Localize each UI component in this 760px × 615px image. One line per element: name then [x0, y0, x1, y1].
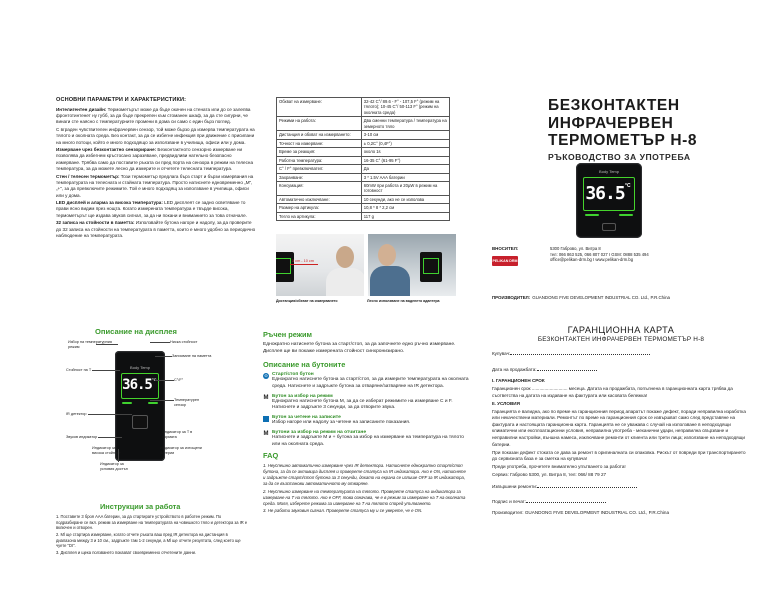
- title-line: ИНФРАЧЕРВЕН: [548, 114, 674, 132]
- faq-item: 3. Не работи звуковия сигнал. Проверете статуса му и се уверете, че е ON.: [263, 507, 423, 513]
- manual-mode-title: Ръчен режим: [263, 330, 313, 339]
- ir-sensor-icon: [132, 415, 148, 429]
- callout-memory: Записване на паметта: [172, 354, 212, 358]
- warranty-conditions-text: При показан дефект стоката се дава за ремонт в оригиналната си опаковка. Рискът от повреди при транспортирането до сервизната база е за сметка на купувача!: [492, 449, 746, 462]
- warranty-period-heading: I. ГАРАНЦИОНЕН СРОК: [492, 378, 545, 384]
- buttons-title: Описание на бутоните: [263, 359, 346, 369]
- warranty-conditions-text: Преди употреба, прочетете внимателно упътването за работа!: [492, 464, 626, 470]
- spec-row: [277, 117, 450, 131]
- plus-icon: [263, 416, 269, 422]
- parameter-para: LED дисплей и аларма за висока температура: LED дисплеят се задно осветяване то прави ясно видим през нощта. Когато измерената температура е твърде висока, термометърът ще издава звуков сигнал, за да ни покани и вниманието за това отначале.: [56, 200, 247, 218]
- spec-row: [277, 173, 450, 181]
- spec-value: 117 g: [361, 212, 449, 220]
- mode-plus-icon: M: [263, 430, 269, 437]
- callout-mode: Избор на температурния режим: [68, 340, 112, 349]
- spec-row: [277, 195, 450, 203]
- spec-value: 3 * 1.5V AAA батерии: [361, 173, 449, 181]
- spec-label: Точност на измерване:: [277, 139, 362, 147]
- person-head: [378, 244, 396, 266]
- warranty-subtitle: БЕЗКОНТАКТЕН ИНФРАЧЕРВЕН ТЕРМОМЕТЪР Н-8: [537, 336, 705, 343]
- warranty-title: ГАРАНЦИОННА КАРТА: [567, 325, 675, 335]
- parameter-para: Стен / телесен термометър: Този термометър предлага бърз старт и бързи измервания на температурата на телесната и стайната температура. Просто натиснете едновременно „M", „+", за да превключите режимите. Той е много подходящ за използване в училища, офиси или у дома.: [56, 173, 254, 198]
- spec-value: 16-35 C° (61-95 F°): [361, 156, 449, 164]
- distance-photo: [276, 234, 364, 296]
- importer-label: ВНОСИТЕЛ:: [492, 246, 519, 251]
- parameter-para: Интелигентен дизайн: Термометърът може да бъде окачен на стената или до се залепва фронтотинтенет ну губб, за да бъде прекрепен към стоманен шкаф, за да сте сигурни, че винаги сте наясно с температурните промени в дома си само с един бърз поглед.: [56, 106, 251, 125]
- temperature-unit: °C: [152, 377, 157, 382]
- sale-date-field: Дата на продажбата:: [492, 367, 750, 374]
- status-bar: [148, 402, 158, 404]
- spec-label: Автоматично изключване:: [277, 195, 362, 203]
- instructions-list: [56, 514, 248, 557]
- usage-photo: [368, 234, 456, 296]
- producer-line: [492, 295, 670, 300]
- callout-high-temp: Индикатор за висока стойност: [92, 446, 121, 455]
- button-desc-mode-plus: M Бутони за избор на режим на отчитане Натиснете и задръжте M и + бутона за избор на измерване на температура на тялото или на околната среда.: [263, 429, 464, 447]
- manual-subtitle: РЪКОВОДСТВО ЗА УПОТРЕБА: [548, 151, 691, 162]
- spec-row: [277, 204, 450, 212]
- parameter-para: 32 записа на стойности в паметта: Използвайте бутона нагоре и надолу, за да проверите до 32 записа на стойности на температурата в паметта, които е много удобно за периодично наблюдение на температурата.: [56, 220, 256, 238]
- warranty-card: [492, 325, 750, 518]
- spec-label: Размер на артикула:: [277, 204, 362, 212]
- status-bar: [122, 402, 132, 404]
- photo-caption: Дистанция/обхват на измерването: [276, 299, 338, 303]
- wall-thermometer-image: [276, 252, 294, 282]
- pelikan-logo: PELIKAN DRM: [492, 256, 518, 266]
- spec-label: Време за реакция:: [277, 148, 362, 156]
- distance-label: 3 cm - 10 cm: [292, 259, 314, 263]
- photo-strip: [276, 234, 456, 296]
- button-desc-mode: M Бутон за избор на режим Еднократно натиснете бутона M, за да се изберат режимите на измерване C и F. Натиснете и задръжте 3 секунди, за да отворите звука.: [263, 393, 453, 411]
- spec-value: около 1s: [361, 148, 449, 156]
- warranty-conditions-heading: II. УСЛОВИЯ: [492, 400, 520, 406]
- customer-field: Купувач:: [492, 351, 750, 358]
- instructions-title: Инструкции за работа: [100, 502, 181, 511]
- spec-label: Обхват на измерване:: [277, 98, 362, 117]
- warranty-conditions-text: Гаранцията е валидна, ако по време на гаранционния период апаратът покаже дефект, поради неправилна изработка или некачествени материали. Ремонтът по време на гаранционния срок се извършват само след представяне на фактурата и настоящата гаранционна карта. Гаранцията не се уважава с случай на използване в неподходящи климатични или експлоатационни условия, неправилна употреба - механични удари, неправилна свързване и неправилни настройки, външна намеса, изключване ремонти от клиента или трети лица; използване на неподходящи батерии.: [492, 408, 746, 447]
- importer-address: 5300 Габрово, ул. Витра 8 тел: 066 863 525, 066 807 027 I GSM: 0888 535 494 office@pelikan-drm.bg I www.pelikan-drm.bg: [550, 246, 649, 263]
- spec-value: Два сменни температура / температура на земерното тяло: [361, 117, 449, 131]
- spec-row: [277, 139, 450, 147]
- spec-label: Дистанция и обхват на измерването:: [277, 131, 362, 139]
- ir-sensor-icon: [602, 223, 616, 231]
- parameters-section: [56, 97, 256, 240]
- warranty-period-text: Гаранционен срок ............................ месеца. Датата на продажбата, попълнена в гаранционната карта трябва да съответства на датата на издаване на фактурата или касовата бележка!: [492, 386, 733, 398]
- callout-ir: IR детектор: [66, 412, 87, 416]
- callout-value-t: Стойност на T: [66, 368, 92, 372]
- signature-field: Подпис и печат:: [492, 499, 750, 506]
- spec-label: Работна температура:: [277, 156, 362, 164]
- product-title: [548, 97, 748, 162]
- spec-row: [277, 98, 450, 117]
- callout-sound: Звуков индикатор: [66, 435, 98, 439]
- callout-temp-sensor: Температурен сензор: [174, 398, 200, 407]
- parameter-para: Измерване чрез безконтактно сензориране: Безконтактното сензорно измерване ни позволява да избегнем кръстосано заразяване, предвидливи нательно безопасно измерване. Трябва само да поставите ръката си пред порта на сензора в режим на телесна температура, за да можете лесно да измерите и отчетете телесната температура.: [56, 147, 253, 172]
- spec-row: [277, 181, 450, 195]
- callout-battery: Индикатор за изтощени батерии: [160, 446, 202, 455]
- person-body: [370, 266, 410, 296]
- thermometer-device-image: [576, 163, 642, 238]
- diagram-device-image: [115, 351, 165, 461]
- spec-label: Тегло на артикула:: [277, 212, 362, 220]
- spec-label: C° / F° превключвател:: [277, 165, 362, 173]
- spec-value: 3-10 см: [361, 131, 449, 139]
- title-line: ТЕРМОМЕТЪР H-8: [548, 132, 698, 150]
- button-desc-power: ⏻ Старт/стоп бутон Еднократно натиснете бутона за старт/стоп, за да измерите температурата на околната среда. Натиснете и задръжте бутона за отваряне/затваряне на IR детектора.: [264, 371, 469, 389]
- person-head: [336, 246, 354, 268]
- device-header: Body Temp: [599, 169, 619, 174]
- spec-row: [277, 212, 450, 220]
- producer-name: GUANDONG FIVE DEVELOPMENT INDUSTRIAL CO. Ltd., P.R.China: [532, 295, 670, 300]
- spec-label: Консумация:: [277, 181, 362, 195]
- status-bar: [619, 214, 633, 216]
- repairs-field: Извършени ремонти:: [492, 484, 750, 491]
- device-header: Body Temp: [130, 365, 150, 370]
- instruction-item: 2. Ml ще стартира измерване, когато отчете ръката ваш пред IR детектора на дистанция в диапазона между 3 и 10 см., задръжте там 1-2 секунди, а Ml ще отчете резултата, след което ще чуете "DI".: [56, 532, 241, 549]
- mode-icon: M: [263, 394, 269, 401]
- parameter-para: С вграден чувствителен инфрачервен сензор, той може бързо да измерва температурата на тялото и околната среда. Без контакт, за да се избегне инфекция при движение с присипани на много потоци, който е много подходящо за използване в училища, офиси или у дома.: [56, 126, 255, 145]
- spec-value: Да: [361, 165, 449, 173]
- wall-thermometer-image: [420, 252, 442, 282]
- faq-item: 1. Неуспешно автоматично измерване чрез IR детектора. Натиснете еднократно старт/стоп бутона, за да се активира дисплея и проверете статуса на IR индикатора. Ако е ON, натиснете и задръжте старт/стоп бутона за 3 секунди, докато на екрана се изпише OFF за IR индикатора, за да се възстанови автоматичното му отваряне.: [263, 463, 466, 487]
- importer-block: [492, 246, 752, 286]
- photo-caption: Лесно използване на ваденето адаптера: [367, 299, 440, 303]
- parameters-heading: ОСНОВНИ ПАРАМЕТРИ И ХАРАКТЕРИСТИКИ:: [56, 97, 187, 103]
- producer-label: ПРОИЗВОДИТЕЛ:: [492, 295, 531, 300]
- spec-value: ± 0,2C° (0,4F°): [361, 139, 449, 147]
- warranty-producer: Производител: GUANDONG FIVE DEVELOPMENT INDUSTRIAL CO. Ltd., P.R.China: [492, 509, 670, 515]
- spec-label: Режими на работа:: [277, 117, 362, 131]
- spec-label: Захранване:: [277, 173, 362, 181]
- power-icon: ⏻: [264, 373, 268, 378]
- manual-mode-text: Еднократно натиснете бутона за старт/стоп, за да започнете едно ръчно измерване. Дисплея ще ви покаже измерената стойност синхронизирано.: [263, 342, 456, 354]
- spec-row: [277, 148, 450, 156]
- instruction-item: 1. Поставете 3 броя AAA батерии, за да стартирате устройството в работен режим. По подразбиране се вкл. режим за измерване на температурата на човешкото тяло и детектора за IR е включен и отворен.: [56, 514, 248, 531]
- spec-value: 32-42 C°/ 89.6 - F° - 107,5 F° (режим на тялото); 10-45 C°/ 50-113 F° (режим на околната среда): [361, 98, 449, 117]
- callout-cf: C°/F°: [174, 378, 184, 382]
- status-bar: [585, 214, 599, 216]
- callout-hold: Индикатор за условия достъп: [100, 462, 128, 471]
- button-desc-plus: Бутон за четене на записите Избор нагоре или надолу за четене на записаните показания.: [263, 415, 469, 427]
- temperature-reading: 36.5: [585, 183, 625, 204]
- service-address: Сервиз: Габрово 5300, ул. Витра 8, тел: 066/ 88 79 27: [492, 471, 607, 477]
- display-title: Описание на дисплея: [95, 327, 177, 336]
- spec-row: [277, 156, 450, 164]
- spec-row: [277, 165, 450, 173]
- temperature-reading: 36.5: [122, 377, 152, 393]
- spec-value: 60mW при работа и 20µW в режим на готовност: [361, 181, 449, 195]
- spec-value: 10,8 * 8 * 2,2 см: [361, 204, 449, 212]
- spec-value: 10 секунди, ако не се използва: [361, 195, 449, 203]
- faq-item: 2. Неуспешно измерване на температурата на тялото. Проверете статуса на индикатора за измерване на T на тялото. Ако е OFF, това означава, че е в режим за измерване на T на околната среда. Моля, изберете режима за измерване на T на тялото според упътването.: [263, 488, 466, 506]
- distance-line: [290, 264, 318, 265]
- title-line: БЕЗКОНТАКТЕН: [548, 97, 680, 114]
- faq-section: [263, 451, 469, 513]
- callout-normal: Индикатор за T в нормата: [162, 430, 193, 439]
- spec-table: [276, 97, 450, 221]
- person-body: [326, 268, 364, 296]
- manual-mode-section: [263, 330, 469, 515]
- callout-low-temp: Ниска стойност: [170, 340, 198, 344]
- spec-row: [277, 131, 450, 139]
- faq-title: FAQ: [263, 451, 279, 461]
- instruction-item: 3. Дисплея и щека ползването показват своевременно отчетените данни.: [56, 550, 197, 556]
- temperature-unit: °C: [625, 183, 631, 189]
